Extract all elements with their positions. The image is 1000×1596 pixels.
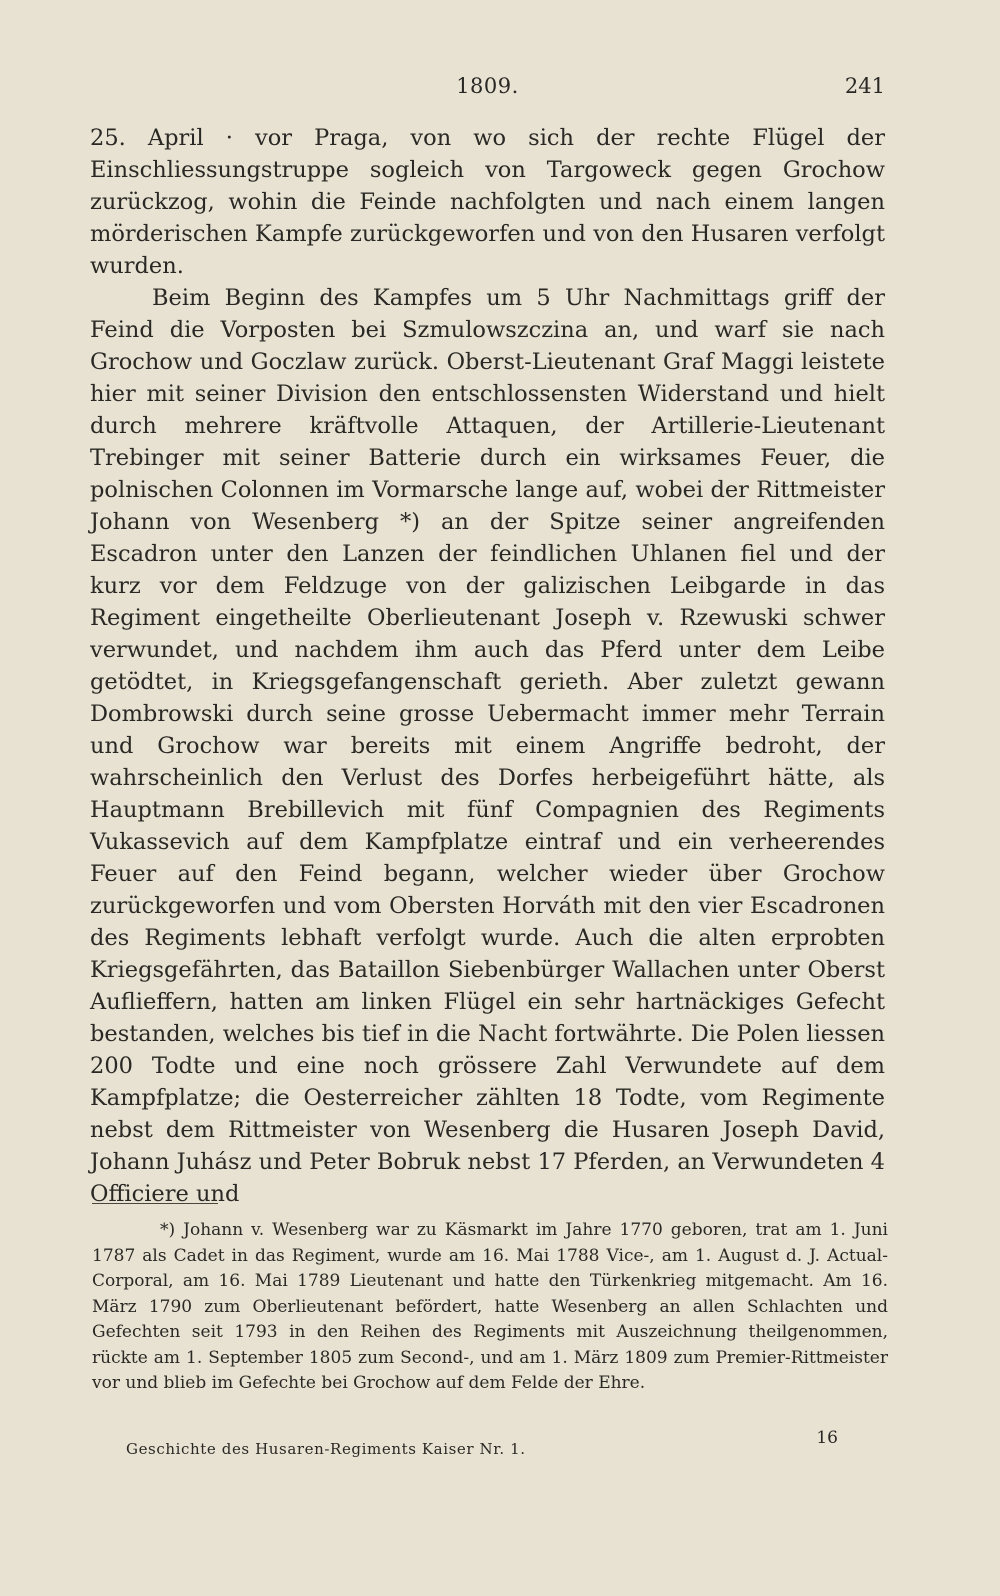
paragraph-1: 25. April · vor Praga, von wo sich der rechte Flügel der Einschliessungstruppe sogleich von Targoweck gegen Grochow zurückzog, wohin die Feinde nachfolgten und nach einem langen mörderischen Kampfe zurückgeworfen und von den Husaren verfolgt wurden. bbox=[90, 125, 885, 279]
main-text bbox=[90, 122, 885, 1210]
footnote bbox=[92, 1218, 888, 1397]
running-header bbox=[90, 74, 885, 104]
running-head-year: 1809. bbox=[456, 74, 519, 98]
footnote-text: *) Johann v. Wesenberg war zu Käsmarkt im Jahre 1770 geboren, trat am 1. Juni 1787 als Cadet in das Regiment, wurde am 16. Mai 1788 Vice-, am 1. August d. J. Actual-Corporal, am 16. Mai 1789 Lieutenant und hatte den Türkenkrieg mitgemacht. Am 16. März 1790 zum Oberlieutenant befördert, hatte Wesenberg an allen Schlachten und Gefechten seit 1793 in den Reihen des Regiments mit Auszeichnung theilgenommen, rückte am 1. September 1805 zum Second-, und am 1. März 1809 zum Premier-Rittmeister vor und blieb im Gefechte bei Grochow auf dem Felde der Ehre. bbox=[92, 1220, 888, 1393]
page-footer bbox=[126, 1428, 838, 1468]
page-number: 241 bbox=[844, 74, 885, 98]
paragraph-2: Beim Beginn des Kampfes um 5 Uhr Nachmittags griff der Feind die Vorposten bei Szmulowszczina an, und warf sie nach Grochow und Goczlaw zurück. Oberst-Lieutenant Graf Maggi leistete hier mit seiner Division den entschlossensten Widerstand und hielt durch mehrere kräftvolle Attaquen, der Artillerie-Lieutenant Trebinger mit seiner Batterie durch ein wirksames Feuer, die polnischen Colonnen im Vormarsche lange auf, wobei der Rittmeister Johann von Wesenberg *) an der Spitze seiner angreifenden Escadron unter den Lanzen der feindlichen Uhlanen fiel und der kurz vor dem Feldzuge von der galizischen Leibgarde in das Regiment eingetheilte Oberlieutenant Joseph v. Rzewuski schwer verwundet, und nachdem ihm auch das Pferd unter dem Leibe getödtet, in Kriegsgefangenschaft gerieth. Aber zuletzt gewann Dombrowski durch seine grosse Uebermacht immer mehr Terrain und Grochow war bereits mit einem Angriffe bedroht, der wahrscheinlich den Verlust des Dorfes herbeigeführt hätte, als Hauptmann Brebillevich mit fünf Compagnien des Regiments Vukassevich auf dem Kampfplatze eintraf und ein verheerendes Feuer auf den Feind begann, welcher wieder über Grochow zurückgeworfen und vom Obersten Horváth mit den vier Escadronen des Regiments lebhaft verfolgt wurde. Auch die alten erprobten Kriegsgefährten, das Bataillon Siebenbürger Wallachen unter Oberst Auflieffern, hatten am linken Flügel ein sehr hartnäckiges Gefecht bestanden, welches bis tief in die Nacht fortwährte. Die Polen liessen 200 Todte und eine noch grössere Zahl Verwundete auf dem Kampfplatze; die Oesterreicher zählten 18 Todte, vom Regimente nebst dem Rittmeister von Wesenberg die Husaren Joseph David, Johann Juhász und Peter Bobruk nebst 17 Pferden, an Verwundeten 4 Officiere und bbox=[90, 285, 885, 1207]
signature-number: 16 bbox=[816, 1428, 838, 1448]
footnote-separator bbox=[92, 1203, 218, 1204]
printer-signature: Geschichte des Husaren-Regiments Kaiser Nr. 1. bbox=[126, 1440, 526, 1458]
